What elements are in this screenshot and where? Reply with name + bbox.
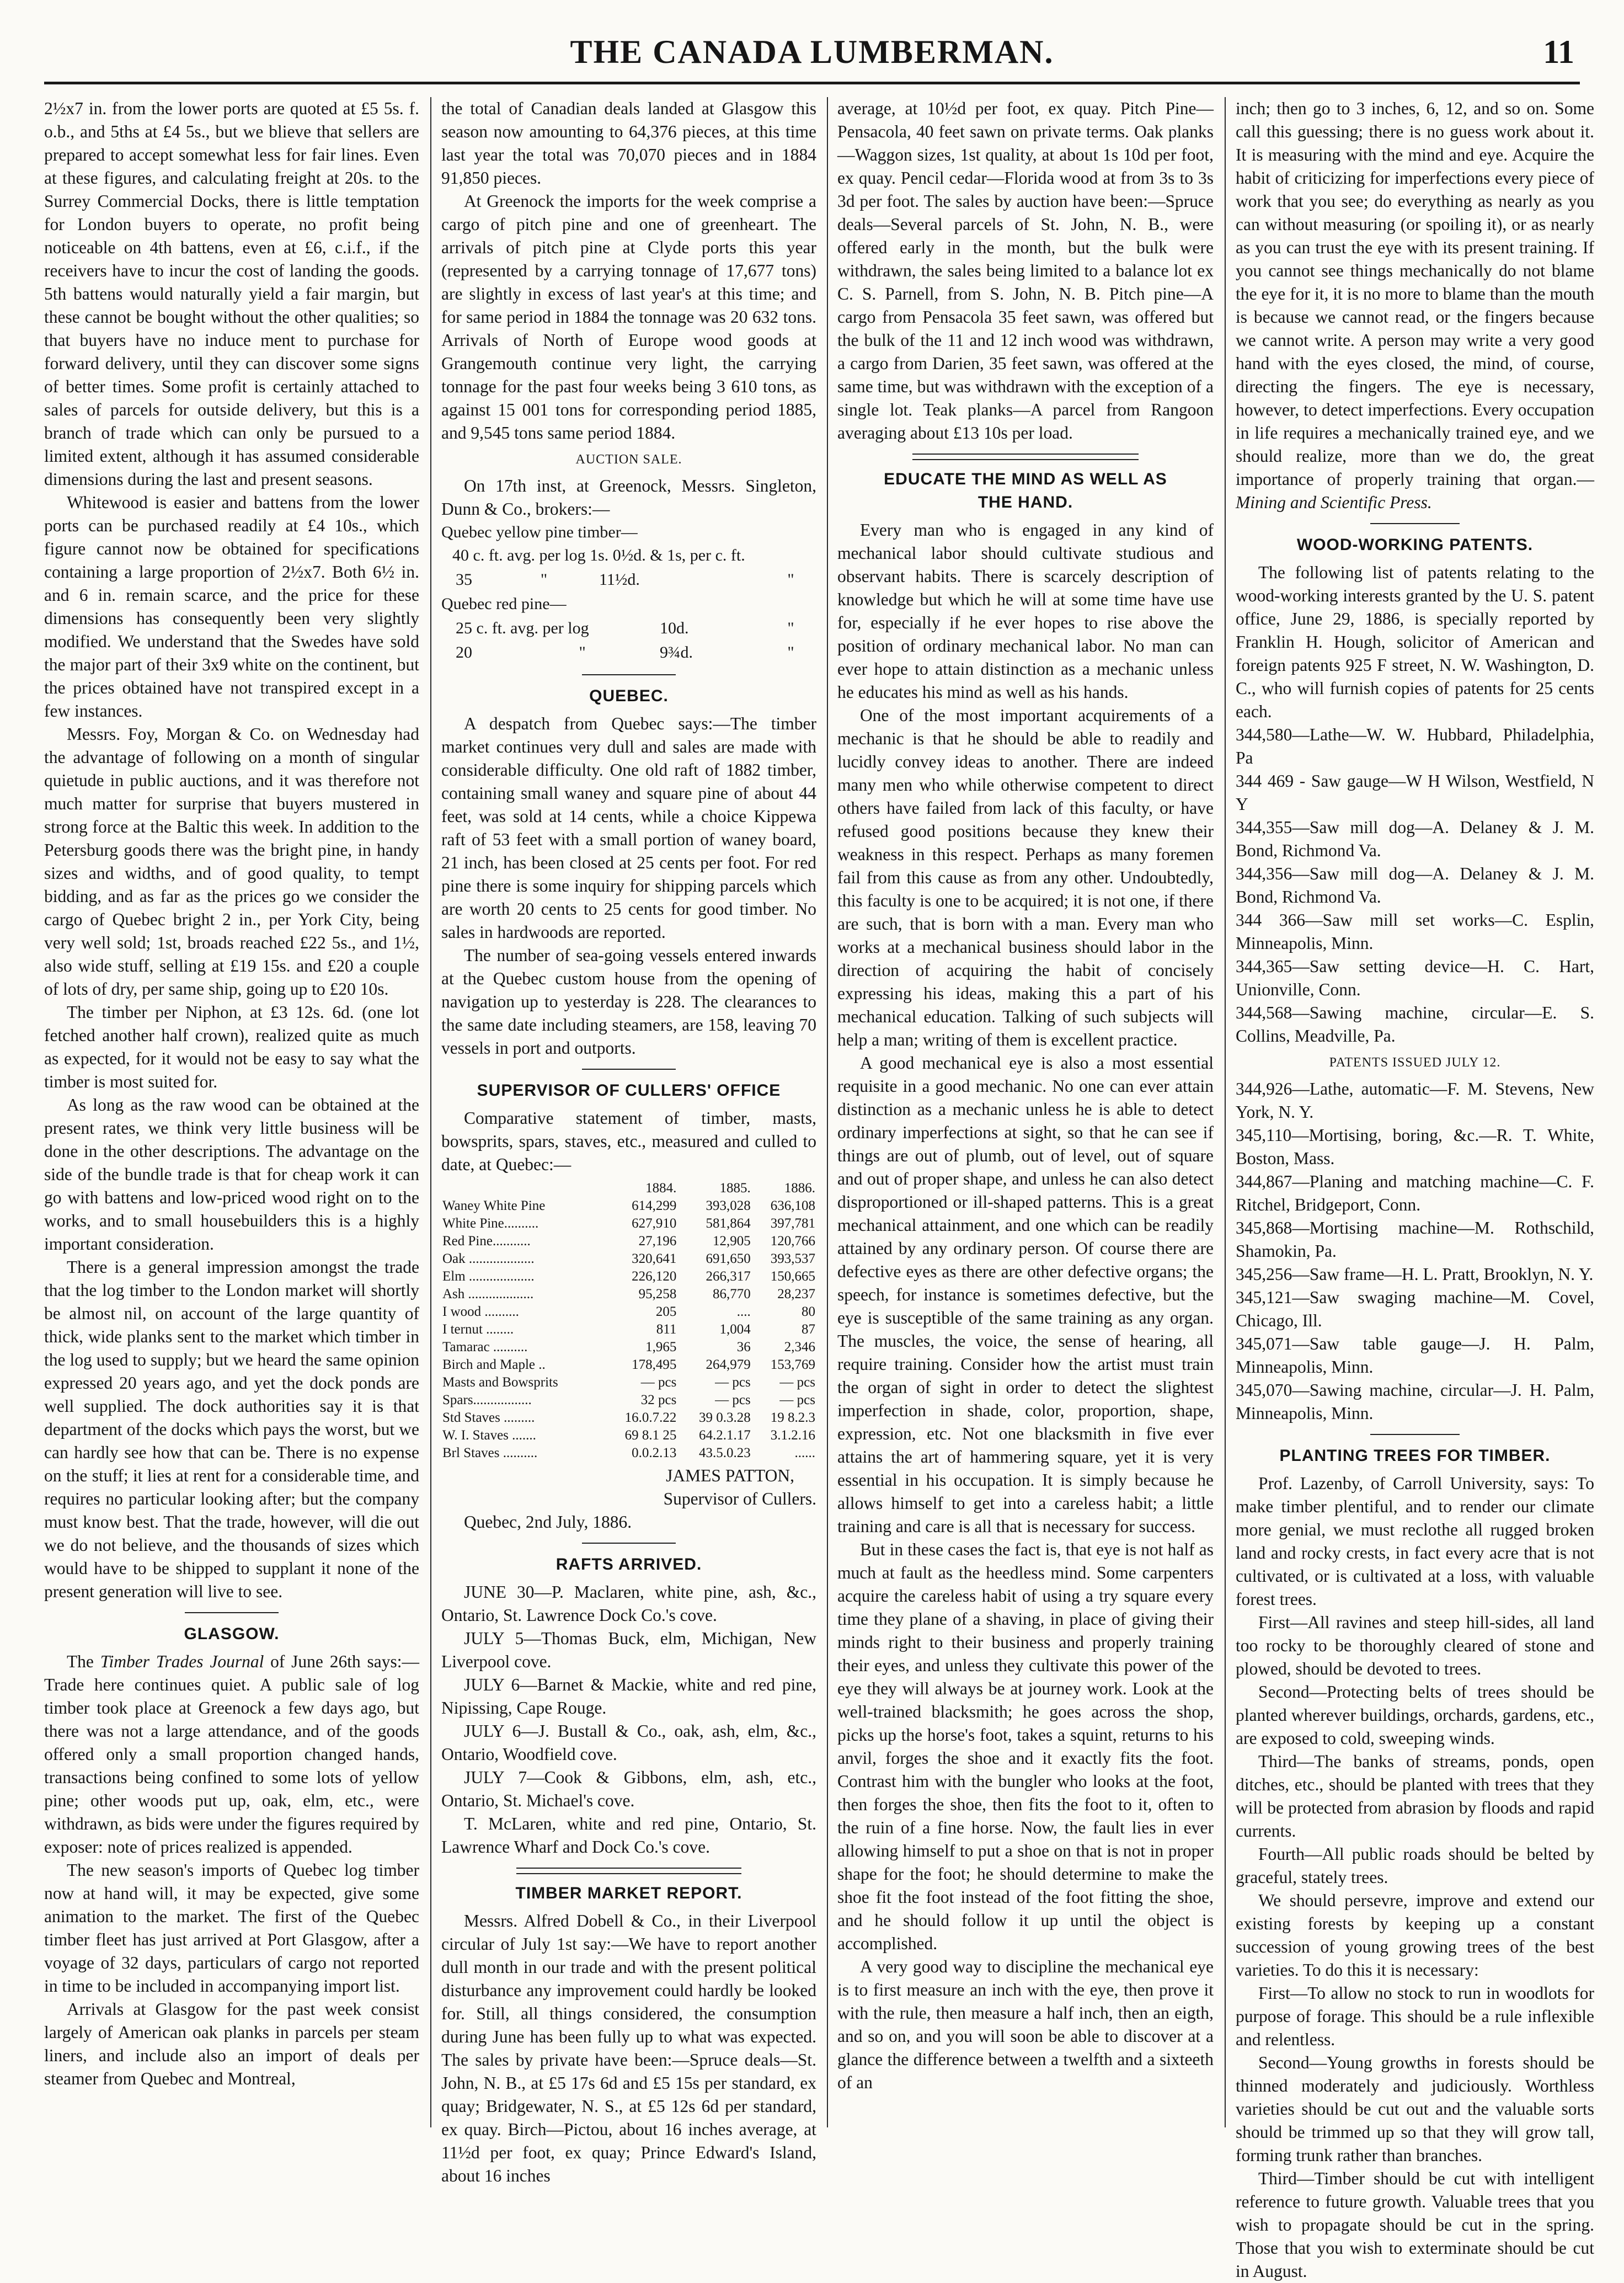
table-cell-value: 69 8.1 25 xyxy=(624,1428,677,1443)
section-heading-educate: EDUCATE THE MIND AS WELL AS xyxy=(884,470,1167,488)
auction-row xyxy=(453,641,797,664)
auction-cell: 20 xyxy=(456,643,472,662)
patent-entry: 344,355—Saw mill dog—A. Delaney & J. M. Bond, Richmond Va. xyxy=(1236,818,1594,860)
auction-line: 40 c. ft. avg. per log 1s. 0½d. & 1s, per c. ft. xyxy=(452,546,745,564)
table-cell-value: 120,766 xyxy=(770,1234,815,1249)
table-cell-value: 2,346 xyxy=(784,1340,815,1354)
table-row xyxy=(441,1338,816,1356)
table-header: 1886. xyxy=(784,1181,815,1196)
patent-list xyxy=(1236,723,1594,1048)
table-cell-name: W. I. Staves ....... xyxy=(442,1428,536,1443)
table-cell-value: 1,965 xyxy=(645,1340,677,1354)
section-heading-rafts: RAFTS ARRIVED. xyxy=(555,1555,702,1573)
table-cell-value: 95,258 xyxy=(638,1287,677,1301)
table-cell-value: — pcs xyxy=(640,1375,677,1390)
table-cell-name: Ash ................... xyxy=(442,1287,534,1301)
paragraph: Third—The banks of streams, ponds, open ditches, etc., should be planted with trees that they will be protected from abrasion by floods and rapid currents. xyxy=(1236,1752,1594,1841)
masthead xyxy=(44,33,1580,84)
table-header-blank xyxy=(441,1180,603,1197)
raft-entry: JUNE 30—P. Maclaren, white pine, ash, &c., Ontario, St. Lawrence Dock Co.'s cove. xyxy=(441,1582,816,1625)
table-cell-value: 3.1.2.16 xyxy=(770,1428,815,1443)
table-cell-value: 80 xyxy=(802,1304,815,1319)
table-cell-value: 12,905 xyxy=(713,1234,751,1249)
table-cell-name: Elm ................... xyxy=(442,1269,535,1284)
table-row xyxy=(441,1268,816,1285)
table-cell-value: 393,537 xyxy=(770,1251,815,1266)
paragraph: Comparative statement of timber, masts, bowsprits, spars, staves, etc., measured and culled to date, at Quebec:— xyxy=(441,1108,816,1174)
paragraph: A despatch from Quebec says:—The timber market continues very dull and sales are made with considerable difficulty. One old raft of 1882 timber, containing small waney and square pine of about 44 feet, was sold at 14 cents, while a choice Kippewa raft of 53 feet with a small portion of waney board, 21 inch, has been closed at 25 cents per foot. For red pine there is some inquiry for shipping parcels which are worth 20 cents to 25 cents for good timber. No sales in hardwoods are reported. xyxy=(441,714,816,942)
paragraph: A very good way to discipline the mechanical eye is to first measure an inch with the eye, then prove it with the rule, then measure a half inch, then an eigth, and so on, and you will soon be able to discover at a glance the difference between a twelfth and a sixteeth of an xyxy=(837,1957,1214,2092)
table-cell-value: 16.0.7.22 xyxy=(624,1410,677,1425)
table-row xyxy=(441,1215,816,1233)
section-heading-glasgow: GLASGOW. xyxy=(184,1625,280,1643)
table-body xyxy=(441,1197,816,1462)
auction-cell: " xyxy=(787,643,794,662)
paragraph: But in these cases the fact is, that eye is not half as much at fault as the heedless mind. Some carpenters acquire the careless habit of using a try square every time they plane of a shaving, in place of giving their minds right to their business and properly training their eyes, and unless they cultivate this power of the eye they will always be at journey work. Look at the well-trained blacksmith; he goes across the shop, picks up the horse's foot, takes a squint, returns to his anvil, forges the shoe and it exactly fits the foot. Contrast him with the bungler who looks at the foot, then forges the shoe, then fits the foot to it, often to the ruin of a fine horse. Now, the fault lies in ever allowing himself to put a shoe on that is not in proper shape for the foot; he should determine to make the shoe fit the foot instead of the foot fitting the shoe, and he should follow it up until the object is accomplished. xyxy=(837,1540,1214,1953)
table-cell-value: 397,781 xyxy=(770,1216,815,1231)
table-cell-value: 19 8.2.3 xyxy=(770,1410,815,1425)
table-cell-value: 581,864 xyxy=(706,1216,751,1231)
patent-entry: 345,071—Saw table gauge—J. H. Palm, Minneapolis, Minn. xyxy=(1236,1334,1594,1377)
table-cell-value: 226,120 xyxy=(632,1269,677,1284)
raft-entry: JULY 7—Cook & Gibbons, elm, ash, etc., Ontario, St. Michael's cove. xyxy=(441,1768,816,1810)
table-cell-name: White Pine.......... xyxy=(442,1216,539,1231)
patent-list xyxy=(1236,1078,1594,1425)
patent-entry: 345,070—Sawing machine, circular—J. H. Palm, Minneapolis, Minn. xyxy=(1236,1380,1594,1423)
patents-issued-heading: PATENTS ISSUED JULY 12. xyxy=(1329,1055,1501,1070)
table-cell-name: Brl Staves .......... xyxy=(442,1445,538,1460)
paragraph: First—To allow no stock to run in woodlots for purpose of forage. This should be a rule inflexible and relentless. xyxy=(1236,1983,1594,2049)
table-row xyxy=(441,1409,816,1427)
section-divider xyxy=(582,1543,676,1545)
dateline: Quebec, 2nd July, 1886. xyxy=(463,1512,632,1532)
section-divider xyxy=(582,674,676,677)
table-cell-value: 811 xyxy=(656,1322,677,1337)
table-header-row xyxy=(441,1180,816,1197)
section-divider xyxy=(1370,523,1460,526)
section-heading-educate-line2: THE HAND. xyxy=(977,493,1073,511)
table-row xyxy=(441,1391,816,1409)
auction-line: Quebec red pine— xyxy=(441,595,567,613)
table-cell-value: — pcs xyxy=(779,1375,815,1390)
table-cell-name: I wood .......... xyxy=(442,1304,519,1319)
patent-entry: 344,926—Lathe, automatic—F. M. Stevens, New York, N. Y. xyxy=(1236,1079,1594,1122)
paragraph: At Greenock the imports for the week comprise a cargo of pitch pine and one of greenheart. The arrivals of pitch pine at Clyde ports this year (represented by a carrying tonnage of 17,677 tons) are slightly in excess of last year's at this time; and for same period in 1884 the tonnage was 20 632 tons. Arrivals of North of Europe wood goods at Grangemouth continue very light, the carrying tonnage for the past four weeks being 3 610 tons, as against 15 001 tons for corresponding period 1885, and 9,545 tons same period 1884. xyxy=(441,191,816,442)
source-credit: Mining and Scientific Press. xyxy=(1236,493,1432,512)
auction-cell: 10d. xyxy=(660,619,689,637)
paragraph: Third—Timber should be cut with intelligent reference to future growth. Valuable trees that you wish to propagate should be cut in the spring. Those that you wish to exterminate should be cut in August. xyxy=(1236,2169,1594,2281)
table-cell-value: 36 xyxy=(736,1340,751,1354)
table-header: 1884. xyxy=(645,1181,677,1196)
raft-entry: JULY 6—Barnet & Mackie, white and red pine, Nipissing, Cape Rouge. xyxy=(441,1675,816,1717)
table-cell-name: Red Pine........... xyxy=(442,1234,531,1249)
paragraph: the total of Canadian deals landed at Glasgow this season now amounting to 64,376 pieces, at this time last year the total was 70,070 pieces and in 1884 91,850 pieces. xyxy=(441,99,816,188)
paragraph: Every man who is engaged in any kind of mechanical labor should cultivate studious and observant habits. There is scarcely description of knowledge but which he will at some time have use for, especially if he ever hopes to rise above the position of ordinary mechanical labor. No man can ever hope to attain distinction as a mechanic unless he educates his mind as well as his hands. xyxy=(837,520,1214,702)
patent-entry: 344,568—Sawing machine, circular—E. S. Collins, Meadville, Pa. xyxy=(1236,1003,1594,1046)
paragraph: One of the most important acquirements of a mechanic is that he should be able to readily and lucidly convey ideas to another. There are indeed many men who while otherwise competent to direct others have failed from lack of this faculty, or have refused good positions because they knew their weakness in this respect. Perhaps as many foremen fail from this cause as from any other. Undoubtedly, this faculty is one to be acquired; it is not one, if there are such, that is born with a man. Every man who works at a mechanical business should labor in the direction of acquiring the habit of concisely expressing his ideas, making this a part of his mechanical education. Talking of such subjects will help a man; writing of them is excellent practice. xyxy=(837,706,1214,1049)
raft-entry: JULY 6—J. Bustall & Co., oak, ash, elm, &c., Ontario, Woodfield cove. xyxy=(441,1721,816,1764)
table-cell-value: 27,196 xyxy=(638,1234,677,1249)
column-1 xyxy=(44,97,419,2127)
paragraph: On 17th inst, at Greenock, Messrs. Singleton, Dunn & Co., brokers:— xyxy=(441,476,816,519)
text-run: The xyxy=(66,1652,100,1671)
table-cell-value: 636,108 xyxy=(770,1198,815,1213)
table-cell-name: Tamarac .......... xyxy=(442,1340,528,1354)
text-run: inch; then go to 3 inches, 6, 12, and so on. Some call this guessing; there is no guess work about it. It is measuring with the mind and eye. Acquire the habit of criticizing for imperfections every piece of work that you see; do everything as nearly as you can without measuring (or spoiling it), or as nearly as you can trust the eye with its present training. If you cannot see things mechanically do not blame the eye for it, it is no more to blame than the mouth is because we cannot read, or the fingers because we cannot write. A person may write a very good hand with the eyes closed, the mind, of course, directing the fingers. The eye is necessary, however, to detect imperfections. Every occupation in life requires a mechanically trained eye, and we should realize, more than we do, the great importance of properly training that organ.— xyxy=(1236,99,1594,489)
auction-cell: 25 c. ft. avg. per log xyxy=(456,619,589,637)
patent-entry: 344,356—Saw mill dog—A. Delaney & J. M. Bond, Richmond Va. xyxy=(1236,864,1594,906)
table-cell-value: 150,665 xyxy=(770,1269,815,1284)
table-cell-value: ...... xyxy=(794,1445,815,1460)
column-3 xyxy=(837,97,1214,2127)
section-divider xyxy=(1370,1434,1460,1437)
patent-entry: 344,867—Planing and matching machine—C. F. Ritchel, Bridgeport, Conn. xyxy=(1236,1172,1594,1214)
section-heading-planting: PLANTING TREES FOR TIMBER. xyxy=(1279,1447,1551,1465)
table-cell-name: Birch and Maple .. xyxy=(442,1357,546,1372)
section-divider xyxy=(185,1612,279,1615)
table-cell-value: — pcs xyxy=(779,1393,815,1407)
paragraph: Prof. Lazenby, of Carroll University, says: To make timber plentiful, and to render our climate more genial, we must reclothe all rugged broken land and rocky crests, in fact every acre that is not cultivated, or is cultivated at a loss, with valuable forest trees. xyxy=(1236,1474,1594,1609)
table-cell-value: 320,641 xyxy=(632,1251,677,1266)
table-cell-value: 266,317 xyxy=(706,1269,751,1284)
paragraph: Second—Young growths in forests should be thinned moderately and judiciously. Worthless varieties should be cut out and the valuable sorts should be trimmed up so that they will grow tall, forming trunk rather than branches. xyxy=(1236,2053,1594,2165)
table-cell-value: 86,770 xyxy=(713,1287,751,1301)
auction-row xyxy=(453,568,797,591)
table-cell-value: 627,910 xyxy=(632,1216,677,1231)
auction-cell: 9¾d. xyxy=(660,643,693,662)
paragraph: Arrivals at Glasgow for the past week consist largely of American oak planks in parcels per steam liners, and include also an import of deals per steamer from Quebec and Montreal, xyxy=(44,1999,419,2088)
auction-cell: " xyxy=(787,619,794,637)
table-cell-value: 0.0.2.13 xyxy=(632,1445,677,1460)
auction-cell: " xyxy=(579,643,586,662)
table-row xyxy=(441,1427,816,1444)
table-row xyxy=(441,1444,816,1462)
table-cell-name: Spars................. xyxy=(442,1393,532,1407)
table-cell-value: 614,299 xyxy=(632,1198,677,1213)
table-cell-name: Std Staves ......... xyxy=(442,1410,535,1425)
column-rule xyxy=(827,97,828,2127)
page-number: 11 xyxy=(1543,34,1574,70)
table-header: 1885. xyxy=(719,1181,751,1196)
auction-cell: " xyxy=(787,570,794,589)
patent-entry: 344,365—Saw setting device—H. C. Hart, Unionville, Conn. xyxy=(1236,957,1594,999)
paragraph: 2½x7 in. from the lower ports are quoted at £5 5s. f. o.b., and 5ths at £4 5s., but we blieve that sellers are prepared to accept somewhat less for fair lines. Even at these figures, and calculating freight at 20s. to the Surrey Commercial Docks, there is little temptation for London buyers to operate, no profit being noticeable on 4th battens, even at £6, c.i.f., if the receivers have to incur the cost of landing the goods. 5th battens would naturally yield a fair margin, but these cannot be bought without the other qualities; so that buyers have no induce ment to purchase for forward delivery, until they can discover some signs of better times. Some profit is certainly attached to sales of parcels for outside delivery, but this is a branch of trade which can only be pursued to a limited extent, although it has assumed considerable dimensions during the last and present seasons. xyxy=(44,99,419,489)
text-run: of June 26th says:—Trade here continues quiet. A public sale of log timber took place at Greenock a few days ago, but there was not a large attendance, and of the goods offered only a small proportion changed hands, transactions being confined to some lots of yellow pine; other woods put up, oak, elm, etc., were withdrawn, as bids were under the figures required by exposer: note of prices realized is appended. xyxy=(44,1652,419,1857)
paragraph: average, at 10½d per foot, ex quay. Pitch Pine—Pensacola, 40 feet sawn on private terms. Oak planks—Waggon sizes, 1st quality, at about 1s 10d per foot, ex quay. Pencil cedar—Florida wood at from 3s to 3s 3d per foot. The sales by auction have been:—Spruce deals—Several parcels of St. John, N. B., were offered early in the month, but the bulk were withdrawn, the sales being limited to a balance lot ex C. S. Parnell, from S. John, N. B. Pitch pine—A cargo from Pensacola 35 feet sawn, was offered but the bulk of the 11 and 12 inch wood was withdrawn, a cargo from Darien, 35 feet sawn, was offered at the same time, but was withdrawn with the exception of a single lot. Teak planks—A parcel from Rangoon averaging about £13 10s per load. xyxy=(837,99,1214,442)
auction-row xyxy=(453,617,797,640)
table-row xyxy=(441,1285,816,1303)
cullers-table xyxy=(441,1180,816,1462)
table-row xyxy=(441,1197,816,1215)
paragraph: Messrs. Alfred Dobell & Co., in their Liverpool circular of July 1st say:—We have to report another dull month in our trade and with the present political disturbance any improvement could hardly be looked for. Still, all things considered, the consumption during June has been fully up to what was expected. The sales by private have been:—Spruce deals—St. John, N. B., at £5 17s 6d and £5 15s per standard, ex quay; Bridgewater, N. S., at £5 12s 6d per standard, ex quay. Birch—Pictou, about 16 inches average, at 11½d per foot, ex quay; Prince Edward's Island, about 16 inches xyxy=(441,1911,816,2185)
patent-entry: 344 469 - Saw gauge—W H Wilson, Westfield, N Y xyxy=(1236,771,1594,814)
table-cell-value: 32 pcs xyxy=(640,1393,677,1407)
auction-cell: " xyxy=(540,570,548,589)
paragraph: Second—Protecting belts of trees should be planted wherever buildings, orchards, gardens, etc., are exposed to cold, sweeping winds. xyxy=(1236,1682,1594,1748)
table-cell-value: 205 xyxy=(655,1304,677,1319)
patent-entry: 345,110—Mortising, boring, &c.—R. T. White, Boston, Mass. xyxy=(1236,1126,1594,1168)
table-cell-value: 264,979 xyxy=(706,1357,751,1372)
section-divider xyxy=(912,454,1138,460)
table-cell-value: — pcs xyxy=(715,1393,751,1407)
paragraph: The new season's imports of Quebec log timber now at hand will, it may be expected, give some animation to the market. The first of the Quebec timber fleet has just arrived at Port Glasgow, after a voyage of 32 days, particulars of cargo not reported in time to be included in accompanying import list. xyxy=(44,1860,419,1996)
table-cell-value: 28,237 xyxy=(777,1287,815,1301)
section-heading-quebec: QUEBEC. xyxy=(589,687,669,705)
table-cell-value: 178,495 xyxy=(632,1357,677,1372)
table-cell-name: I ternut ........ xyxy=(442,1322,514,1337)
paragraph: There is a general impression amongst the trade that the log timber to the London market will shortly be almost nil, on account of the large quantity of thick, wide planks sent to the market which timber in the log used to supply; but we heard the same opinion expressed 20 years ago, and yet the dock ponds are well supplied. The dock authorities say it is that department of the docks which pays the worst, but we can hardly see how that can be. There is no expense on the stuff; it lies at rent for a considerable time, and requires no particular looking after; but the company must know best. That the trade, however, will die out we do not believe, and the thousands of sizes which would have to be shipped to supplant it none of the present generation will live to see. xyxy=(44,1257,419,1601)
signature-title: Supervisor of Cullers. xyxy=(663,1489,816,1508)
column-4 xyxy=(1236,97,1594,2281)
table-cell-value: 87 xyxy=(802,1322,815,1337)
patent-entry: 345,256—Saw frame—H. L. Pratt, Brooklyn, N. Y. xyxy=(1236,1265,1594,1284)
paragraph xyxy=(44,1650,419,1859)
table-cell-value: 691,650 xyxy=(706,1251,751,1266)
section-divider xyxy=(582,1069,676,1071)
table-cell-value: 153,769 xyxy=(770,1357,815,1372)
paragraph: The following list of patents relating to the wood-working interests granted by the U. S. patent office, June 29, 1886, is specially reported by Franklin H. Hough, solicitor of American and foreign patents 925 F street, N. W. Washington, D. C., who will furnish copies of patents for 25 cents each. xyxy=(1236,563,1594,721)
patent-entry: 344,580—Lathe—W. W. Hubbard, Philadelphia, Pa xyxy=(1236,725,1594,767)
paragraph: The number of sea-going vessels entered inwards at the Quebec custom house from the opening of navigation up to yesterday is 228. The clearances to the same date including steamers, are 158, leaving 70 vessels in port and outports. xyxy=(441,946,816,1058)
paragraph: A good mechanical eye is also a most essential requisite in a good mechanic. No one can ever attain distinction as a mechanic unless he is able to detect ordinary imperfections at sight, so that he can see if things are out of plumb, out of level, out of square and out of proper shape, and unless he can also detect disproportioned or ill-shaped patterns. This is a great mechanical attainment, and one which can be readily attained by any ordinary person. Of course there are defective eyes as there are other defective organs; the speech, for instance is sometimes defective, but the eye is susceptible of the same training as any organ. The muscles, the voice, the sense of hearing, all require training. Consider how the artist must train the organ of sight in order to detect the slightest imperfection in shade, color, proportion, shape, expression, etc. Not one blacksmith in five ever attains the art of hammering square, yet it is very essential in his occupation. It is simply because he allows himself to get into a careless habit; a little training and care is all that is necessary for success. xyxy=(837,1053,1214,1536)
table-cell-name: Waney White Pine xyxy=(442,1198,546,1213)
table-cell-value: 43.5.0.23 xyxy=(699,1445,751,1460)
auction-line: Quebec yellow pine timber— xyxy=(441,523,638,541)
table-cell-value: 64.2.1.17 xyxy=(699,1428,751,1443)
table-cell-value: 1,004 xyxy=(719,1322,751,1337)
raft-entry: JULY 5—Thomas Buck, elm, Michigan, New Liverpool cove. xyxy=(441,1629,816,1671)
table-cell-value: 393,028 xyxy=(706,1198,751,1213)
table-row xyxy=(441,1233,816,1250)
section-heading-timber-market: TIMBER MARKET REPORT. xyxy=(515,1884,742,1902)
raft-entry: T. McLaren, white and red pine, Ontario, St. Lawrence Wharf and Dock Co.'s cove. xyxy=(441,1814,816,1857)
auction-cell: 35 xyxy=(456,570,472,589)
column-rule xyxy=(430,97,431,2127)
auction-table xyxy=(452,567,798,593)
paragraph: Fourth—All public roads should be belted by graceful, stately trees. xyxy=(1236,1844,1594,1887)
table-row xyxy=(441,1356,816,1374)
paragraph: First—All ravines and steep hill-sides, all land too rocky to be thoroughly cleared of stone and plowed, should be devoted to trees. xyxy=(1236,1613,1594,1678)
table-row xyxy=(441,1321,816,1338)
section-heading-patents: WOOD-WORKING PATENTS. xyxy=(1296,536,1534,554)
table-row xyxy=(441,1374,816,1391)
table-cell-value: 39 0.3.28 xyxy=(699,1410,751,1425)
paragraph: We should persevre, improve and extend our existing forests by keeping up a constant succession of young growing trees of the best varieties. To do this it is necessary: xyxy=(1236,1891,1594,1980)
auction-table xyxy=(452,616,798,665)
auction-sale-heading: AUCTION SALE. xyxy=(575,452,682,467)
table-row xyxy=(441,1250,816,1268)
paragraph: The timber per Niphon, at £3 12s. 6d. (one lot fetched another half crown), realized quite as much as expected, for it would not be easy to say what the timber is most suited for. xyxy=(44,1002,419,1091)
patent-entry: 345,868—Mortising machine—M. Rothschild, Shamokin, Pa. xyxy=(1236,1218,1594,1261)
patent-entry: 344 366—Saw mill set works—C. Esplin, Minneapolis, Minn. xyxy=(1236,910,1594,953)
section-divider xyxy=(516,1868,741,1874)
table-cell-name: Oak ................... xyxy=(442,1251,535,1266)
table-cell-name: Masts and Bowsprits xyxy=(442,1375,558,1390)
masthead-title: THE CANADA LUMBERMAN. xyxy=(570,34,1054,70)
paragraph xyxy=(1236,97,1594,514)
paragraph: Whitewood is easier and battens from the lower ports can be purchased readily at £4 10s., which figure cannot now be obtained for specifications containing a large proportion of 2½x7. Both 6½ in. and 6 in. remain scarce, and the price for these dimensions has consequently been very slightly modified. We understand that the Swedes have sold the major part of their 3x9 white on the continent, but the prices obtained have not transpired except in a few instances. xyxy=(44,493,419,721)
table-cell-value: — pcs xyxy=(715,1375,751,1390)
column-rule xyxy=(1225,97,1226,2127)
table-row xyxy=(441,1303,816,1321)
auction-cell: 11½d. xyxy=(599,570,640,589)
patent-entry: 345,121—Saw swaging machine—M. Covel, Chicago, Ill. xyxy=(1236,1288,1594,1330)
paragraph: Messrs. Foy, Morgan & Co. on Wednesday had the advantage of following on a month of singular quietude in public auctions, and it was therefore not much matter for surprise that buyers mustered in strong force at the Baltic this week. In addition to the Petersburg goods there was the bright pine, in handy sizes and widths, and of good quality, to tempt bidding, and as far as the prices go we consider the cargo of Quebec bright 2 in., per York City, being very well sold; 1st, broads reached £22 5s., and 1½, also wide stuff, selling at £19 15s. and £20 a couple of lots of dry, per same ship, going up to £20 10s. xyxy=(44,724,419,999)
section-heading-supervisor: SUPERVISOR OF CULLERS' OFFICE xyxy=(477,1081,781,1100)
column-2 xyxy=(441,97,816,2185)
table-cell-value: .... xyxy=(736,1304,751,1319)
paragraph: As long as the raw wood can be obtained at the present rates, we think very little business will be done in the other descriptions. The advantage on the side of the bundle trade is that for cheap work it can go with battens and low-priced wood right on to the works, and to small housebuilders this is a highly important consideration. xyxy=(44,1095,419,1253)
signature-name: JAMES PATTON, xyxy=(666,1466,794,1485)
journal-title: Timber Trades Journal xyxy=(100,1652,264,1671)
